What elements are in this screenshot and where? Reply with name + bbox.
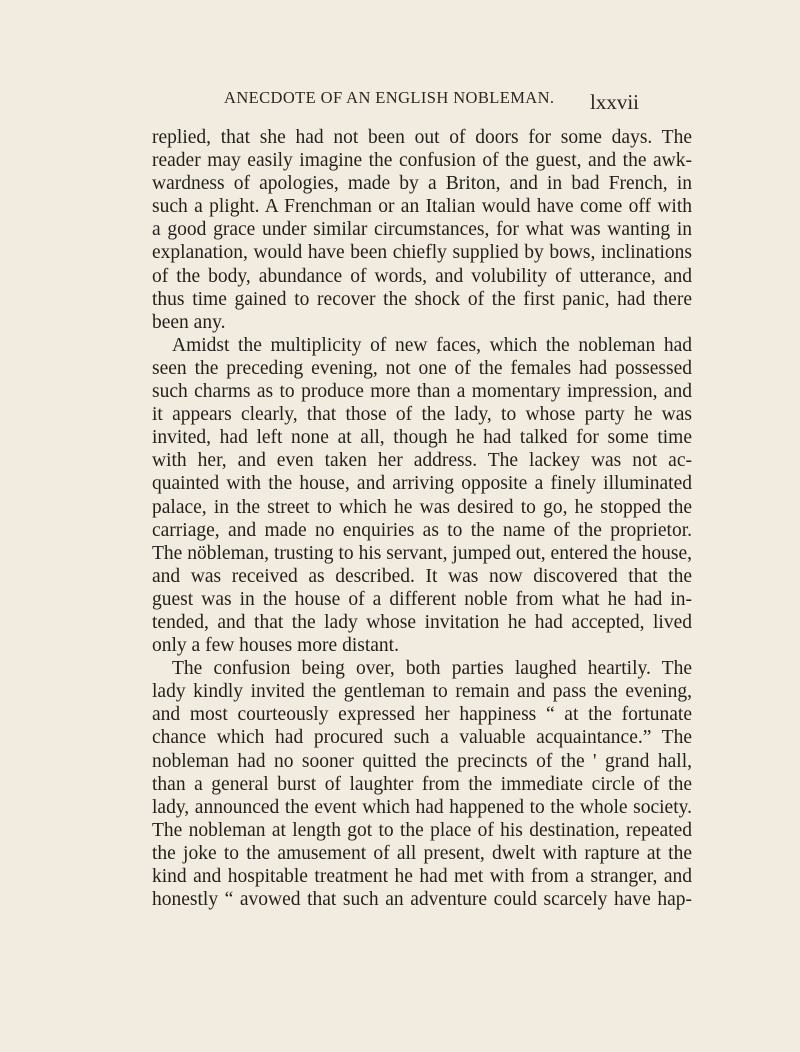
page-number: lxxvii <box>590 90 640 114</box>
text-line: kind and hospitable treatment he had met with from a stranger, and <box>152 866 692 887</box>
text-line: the joke to the amusement of all present, dwelt with rapture at the <box>152 842 692 864</box>
text-line: replied, that she had not been out of doors for some days. The <box>152 127 692 148</box>
body-text <box>152 126 692 911</box>
text-line: explanation, would have been chiefly supplied by bows, inclinations <box>152 242 692 264</box>
text-line: quainted with the house, and arriving opposite a finely illuminated <box>152 473 692 495</box>
text-line: of the body, abundance of words, and volubility of utterance, and <box>152 265 692 287</box>
text-line: The nobleman at length got to the place of his destination, repeated <box>152 819 692 841</box>
text-line: wardness of apologies, made by a Briton, and in bad French, in <box>152 173 692 195</box>
text-line: tended, and that the lady whose invitation he had accepted, lived <box>152 611 692 633</box>
text-line: Amidst the multiplicity of new faces, which the nobleman had <box>172 334 692 356</box>
text-line: seen the preceding evening, not one of the females had possessed <box>152 357 692 379</box>
text-line: such a plight. A Frenchman or an Italian would have come off with <box>152 196 692 218</box>
text-line: lady kindly invited the gentleman to remain and pass the evening, <box>152 681 692 703</box>
text-line: invited, had left none at all, though he had talked for some time <box>152 427 692 449</box>
text-line: The nöbleman, trusting to his servant, jumped out, entered the house, <box>152 542 692 564</box>
text-line: guest was in the house of a different noble from what he had in- <box>152 588 692 610</box>
text-line: and was received as described. It was now discovered that the <box>152 565 692 587</box>
text-line: such charms as to produce more than a momentary impression, and <box>152 381 692 403</box>
text-line: honestly “ avowed that such an adventure could scarcely have hap- <box>152 889 692 911</box>
text-line: lady, announced the event which had happened to the whole society. <box>152 796 692 818</box>
text-line: palace, in the street to which he was desired to go, he stopped the <box>152 496 692 518</box>
text-line: chance which had procured such a valuable acquaintance.” The <box>152 727 692 749</box>
text-line: thus time gained to recover the shock of the first panic, had there <box>152 288 692 310</box>
text-line: nobleman had no sooner quitted the precincts of the ' grand hall, <box>152 750 692 772</box>
text-line: only a few houses more distant. <box>152 635 399 657</box>
text-line: The confusion being over, both parties laughed heartily. The <box>172 658 692 680</box>
text-line: a good grace under similar circumstances, for what was wanting in <box>152 219 692 241</box>
running-head: ANECDOTE OF AN ENGLISH NOBLEMAN. <box>224 88 555 107</box>
text-line: than a general burst of laughter from the immediate circle of the <box>152 773 692 795</box>
text-line: and most courteously expressed her happiness “ at the fortunate <box>152 704 692 726</box>
text-line: carriage, and made no enquiries as to the name of the proprietor. <box>152 519 692 541</box>
text-line: with her, and even taken her address. The lackey was not ac- <box>152 450 692 472</box>
text-line: reader may easily imagine the confusion of the guest, and the awk- <box>152 150 692 172</box>
text-line: been any. <box>152 311 226 333</box>
text-line: it appears clearly, that those of the lady, to whose party he was <box>152 404 692 426</box>
